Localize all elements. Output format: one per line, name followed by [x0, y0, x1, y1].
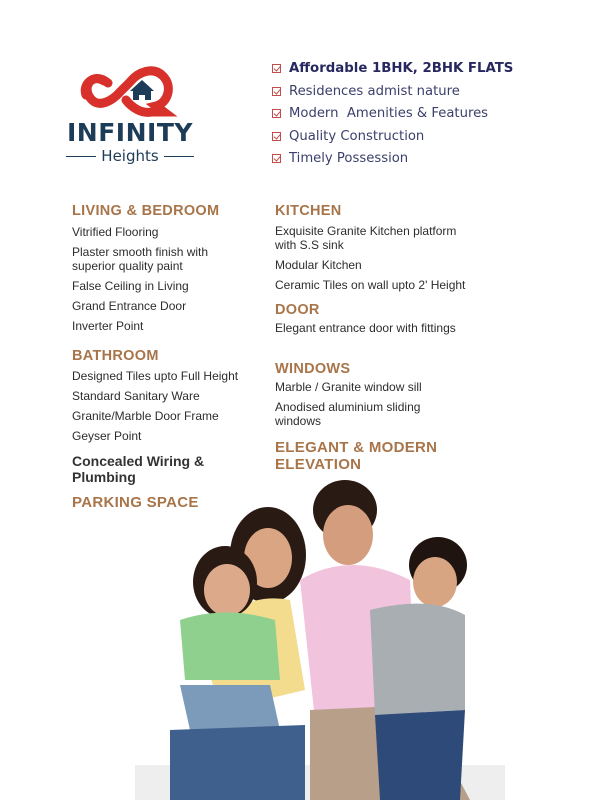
spec-item: Inverter Point: [72, 319, 144, 333]
spec-item: False Ceiling in Living: [72, 279, 189, 293]
elevation-heading: ELEGANT & MODERN ELEVATION: [275, 439, 438, 473]
spec-item: Ceramic Tiles on wall upto 2' Height: [275, 278, 466, 292]
feature-label: Residences admist nature: [289, 83, 460, 99]
checkbox-icon: [272, 109, 281, 118]
feature-label: Timely Possession: [289, 151, 409, 167]
checkbox-icon: [272, 87, 281, 96]
spec-item: Plaster smooth finish with superior quality paint: [72, 245, 209, 273]
spec-item: Exquisite Granite Kitchen platform with S.S sink: [275, 224, 457, 252]
section-heading: KITCHEN: [275, 203, 342, 219]
spec-item: Designed Tiles upto Full Height: [72, 369, 239, 383]
checkbox-icon: [272, 154, 281, 163]
bathroom-section: [72, 348, 262, 443]
spec-item: Standard Sanitary Ware: [72, 389, 200, 403]
feature-item: [272, 103, 513, 126]
spec-item: Geyser Point: [72, 429, 142, 443]
divider: [164, 156, 194, 157]
section-heading: DOOR: [275, 302, 320, 318]
spec-item: Marble / Granite window sill: [275, 380, 422, 394]
spec-item: Vitrified Flooring: [72, 225, 159, 239]
feature-label: Affordable 1BHK, 2BHK FLATS: [289, 60, 514, 76]
feature-item: [272, 80, 513, 103]
spec-item: Modular Kitchen: [275, 258, 362, 272]
door-section: [275, 302, 485, 335]
brand-tagline-row: [60, 147, 200, 165]
brand-tagline: Heights: [101, 147, 159, 165]
family-photo: [130, 470, 510, 800]
windows-section: [275, 361, 455, 428]
feature-label: Quality Construction: [289, 128, 425, 144]
kitchen-section: [275, 203, 475, 292]
spec-item: Elegant entrance door with fittings: [275, 321, 456, 335]
spec-item: Grand Entrance Door: [72, 299, 187, 313]
spec-item: Granite/Marble Door Frame: [72, 409, 219, 423]
section-heading: WINDOWS: [275, 361, 351, 377]
checkbox-icon: [272, 132, 281, 141]
checkbox-icon: [272, 64, 281, 73]
section-heading: LIVING & BEDROOM: [72, 203, 220, 219]
brand-name: INFINITY: [67, 118, 193, 147]
parking-heading: PARKING SPACE: [72, 494, 199, 511]
feature-item: [272, 148, 513, 171]
wiring-feature: Concealed Wiring & Plumbing: [72, 453, 205, 485]
section-heading: BATHROOM: [72, 348, 159, 364]
feature-list: [272, 56, 513, 170]
spec-item: Anodised aluminium sliding windows: [275, 400, 421, 428]
divider: [66, 156, 96, 157]
feature-label: Modern Amenities & Features: [289, 106, 489, 122]
living-section: [72, 203, 257, 333]
feature-item: [272, 56, 513, 80]
feature-item: [272, 125, 513, 148]
